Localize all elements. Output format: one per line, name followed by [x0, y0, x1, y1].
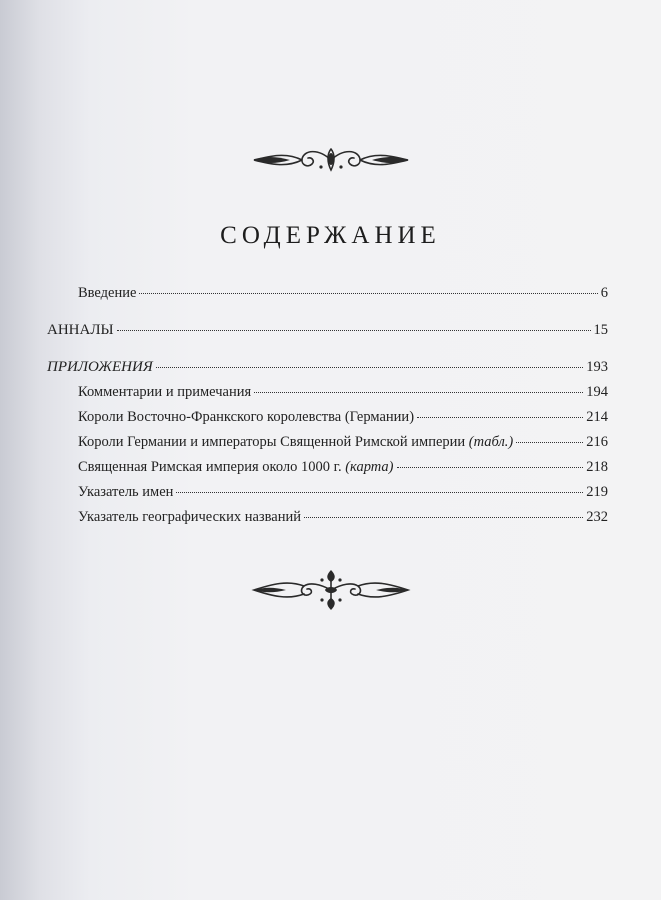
leader-dots [176, 492, 583, 493]
toc-entry-introduction[interactable] [78, 284, 608, 302]
leader-dots [417, 417, 583, 418]
toc-entry-page: 219 [586, 484, 608, 500]
toc-entry-label: АННАЛЫ [47, 322, 114, 338]
toc-entry-label: Указатель географических названий [78, 509, 302, 525]
leader-dots [397, 467, 584, 468]
toc-entry-label: Комментарии и примечания [78, 384, 252, 400]
top-flourish-ornament [0, 146, 661, 174]
flourish-icon [246, 566, 416, 614]
toc-entry-label: Введение [78, 285, 137, 301]
toc-entry-appendices[interactable] [47, 358, 608, 376]
toc-entry-page: 218 [586, 459, 608, 475]
leader-dots [156, 367, 584, 368]
toc-entry-geo-index[interactable] [78, 508, 608, 526]
toc-entry-page: 232 [586, 509, 608, 525]
leader-dots [254, 392, 583, 393]
toc-entry-label: Указатель имен [78, 484, 174, 500]
toc-entry-page: 214 [586, 409, 608, 425]
toc-entry-kings-emperors-table[interactable] [78, 433, 608, 451]
toc-entry-page: 6 [600, 285, 608, 301]
toc-entry-commentary[interactable] [78, 383, 608, 401]
toc-entry-name-index[interactable] [78, 483, 608, 501]
leader-dots [139, 293, 597, 294]
toc-entry-east-frankish-kings[interactable] [78, 408, 608, 426]
leader-dots [117, 330, 591, 331]
toc-entry-page: 216 [586, 434, 608, 450]
toc-entry-label: Священная Римская империя около 1000 г. [78, 459, 346, 475]
leader-dots [516, 442, 583, 443]
toc-entry-page: 194 [586, 384, 608, 400]
toc-entry-page: 193 [586, 359, 608, 375]
toc-entry-annals[interactable] [47, 321, 608, 339]
leader-dots [304, 517, 583, 518]
flourish-icon [246, 146, 416, 174]
toc-entry-label: Короли Германии и императоры Священной Римской империи [78, 434, 469, 450]
toc-entry-label: Короли Восточно-Франкского королевства (Германии) [78, 409, 415, 425]
bottom-flourish-ornament [0, 566, 661, 614]
toc-entry-label: ПРИЛОЖЕНИЯ [47, 359, 153, 375]
toc-entry-note: (карта) [345, 459, 394, 475]
toc-entry-empire-map[interactable] [78, 458, 608, 476]
toc-entry-note: (табл.) [468, 434, 514, 450]
page-title: СОДЕРЖАНИЕ [220, 222, 441, 249]
toc-entry-page: 15 [593, 322, 608, 338]
